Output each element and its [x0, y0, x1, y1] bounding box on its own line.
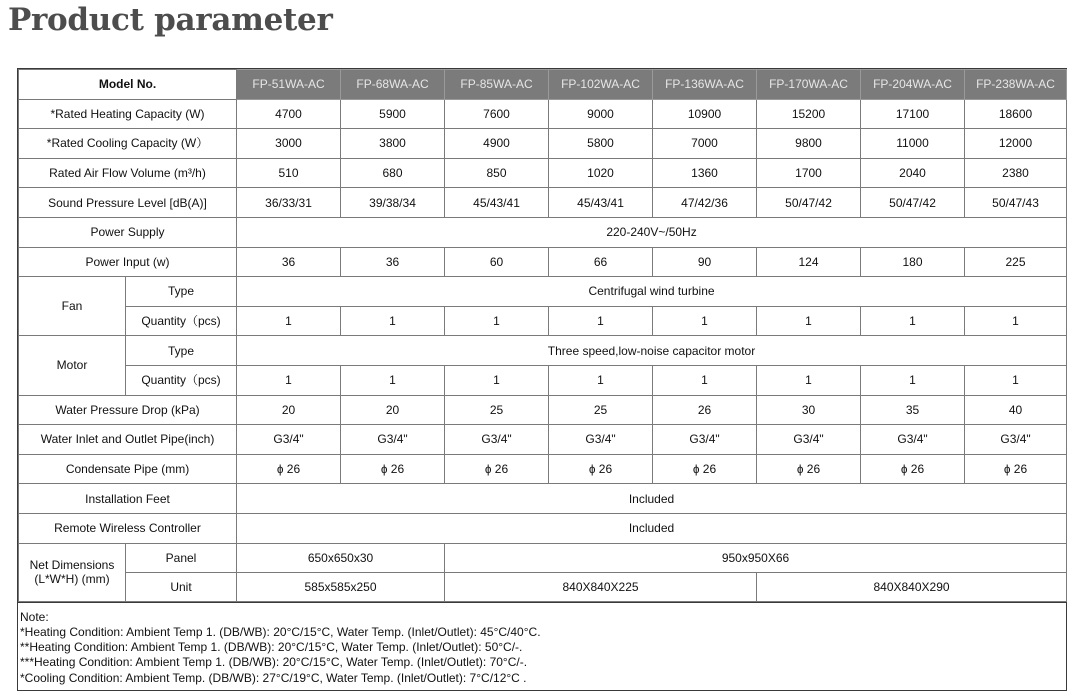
value-cell: G3/4" [445, 425, 549, 455]
sub-label: Type [126, 336, 237, 366]
row-label: Sound Pressure Level [dB(A)] [19, 188, 237, 218]
value-cell: 1 [965, 306, 1067, 336]
merged-value-cell: 220-240V~/50Hz [237, 217, 1067, 247]
value-cell: 1 [653, 365, 757, 395]
value-cell: 1 [445, 306, 549, 336]
spec-table-frame [17, 68, 1067, 691]
value-cell: 850 [445, 158, 549, 188]
value-cell: 124 [757, 247, 861, 277]
row-label: Power Input (w) [19, 247, 237, 277]
merged-value-cell: 650x650x30 [237, 543, 445, 572]
value-cell: 60 [445, 247, 549, 277]
row-label: Condensate Pipe (mm) [19, 454, 237, 484]
value-cell: 30 [757, 395, 861, 425]
value-cell: 35 [861, 395, 965, 425]
sub-label: Panel [126, 543, 237, 572]
value-cell: ɸ 26 [341, 454, 445, 484]
table-row [19, 336, 1067, 366]
model-cell: FP-68WA-AC [341, 70, 445, 100]
model-cell: FP-204WA-AC [861, 70, 965, 100]
value-cell: 50/47/43 [965, 188, 1067, 218]
value-cell: 7600 [445, 99, 549, 129]
value-cell: 1 [237, 365, 341, 395]
value-cell: 39/38/34 [341, 188, 445, 218]
page-title: Product parameter [8, 2, 333, 38]
row-label: Water Pressure Drop (kPa) [19, 395, 237, 425]
group-label-fan: Fan [19, 277, 126, 336]
value-cell: ɸ 26 [861, 454, 965, 484]
group-label-dimensions [19, 543, 126, 601]
value-cell: 2040 [861, 158, 965, 188]
table-row [19, 99, 1067, 129]
value-cell: ɸ 26 [237, 454, 341, 484]
merged-value-cell: Three speed,low-noise capacitor motor [237, 336, 1067, 366]
table-row [19, 484, 1067, 514]
row-label: Remote Wireless Controller [19, 513, 237, 543]
value-cell: G3/4" [757, 425, 861, 455]
value-cell: 45/43/41 [549, 188, 653, 218]
model-cell: FP-238WA-AC [965, 70, 1067, 100]
dimensions-label-line2: (L*W*H) (mm) [34, 572, 110, 587]
value-cell: 90 [653, 247, 757, 277]
model-cell: FP-170WA-AC [757, 70, 861, 100]
value-cell: 5800 [549, 129, 653, 159]
value-cell: 680 [341, 158, 445, 188]
merged-value-cell: Included [237, 484, 1067, 514]
value-cell: 20 [341, 395, 445, 425]
value-cell: G3/4" [861, 425, 965, 455]
note-line: **Heating Condition: Ambient Temp 1. (DB/WB): 20°C/15°C, Water Temp. (Inlet/Outlet): 50°C/-. [20, 640, 523, 655]
value-cell: 1 [445, 365, 549, 395]
value-cell: 1 [341, 365, 445, 395]
table-row [19, 513, 1067, 543]
group-label-motor: Motor [19, 336, 126, 395]
table-header-row [19, 70, 1067, 100]
row-label: Water Inlet and Outlet Pipe(inch) [19, 425, 237, 455]
value-cell: 25 [445, 395, 549, 425]
value-cell: 2380 [965, 158, 1067, 188]
model-cell: FP-136WA-AC [653, 70, 757, 100]
row-label: Installation Feet [19, 484, 237, 514]
model-label: Model No. [19, 70, 237, 100]
value-cell: 9800 [757, 129, 861, 159]
note-line: ***Heating Condition: Ambient Temp 1. (DB/WB): 20°C/15°C, Water Temp. (Inlet/Outlet): 70°C/-. [20, 655, 528, 670]
value-cell: 1 [757, 306, 861, 336]
value-cell: 36 [341, 247, 445, 277]
note-line: *Cooling Condition: Ambient Temp. (DB/WB): 27°C/19°C, Water Temp. (Inlet/Outlet): 7°C/12°C . [20, 670, 527, 685]
table-row [19, 454, 1067, 484]
value-cell: 50/47/42 [861, 188, 965, 218]
sub-label: Quantity（pcs) [126, 306, 237, 336]
value-cell: 1 [757, 365, 861, 395]
merged-value-cell: Centrifugal wind turbine [237, 277, 1067, 307]
value-cell: G3/4" [237, 425, 341, 455]
value-cell: 36/33/31 [237, 188, 341, 218]
value-cell: 1 [965, 365, 1067, 395]
value-cell: G3/4" [965, 425, 1067, 455]
table-row [19, 217, 1067, 247]
value-cell: 10900 [653, 99, 757, 129]
merged-value-cell: 585x585x250 [237, 572, 445, 601]
model-cell: FP-102WA-AC [549, 70, 653, 100]
value-cell: 1 [653, 306, 757, 336]
table-row [19, 365, 1067, 395]
value-cell: 1360 [653, 158, 757, 188]
table-row [19, 129, 1067, 159]
value-cell: 5900 [341, 99, 445, 129]
value-cell: 18600 [965, 99, 1067, 129]
sub-label: Type [126, 277, 237, 307]
value-cell: ɸ 26 [549, 454, 653, 484]
value-cell: G3/4" [341, 425, 445, 455]
value-cell: 15200 [757, 99, 861, 129]
value-cell: 66 [549, 247, 653, 277]
value-cell: 1 [861, 306, 965, 336]
value-cell: 1 [237, 306, 341, 336]
value-cell: 510 [237, 158, 341, 188]
value-cell: ɸ 26 [965, 454, 1067, 484]
value-cell: 3000 [237, 129, 341, 159]
table-row [19, 425, 1067, 455]
row-label: *Rated Heating Capacity (W) [19, 99, 237, 129]
merged-value-cell: 840X840X290 [757, 572, 1067, 601]
value-cell: 1 [861, 365, 965, 395]
value-cell: 47/42/36 [653, 188, 757, 218]
value-cell: 20 [237, 395, 341, 425]
value-cell: 17100 [861, 99, 965, 129]
spec-table [18, 69, 1067, 602]
value-cell: 180 [861, 247, 965, 277]
note-heading: Note: [20, 609, 49, 624]
value-cell: 7000 [653, 129, 757, 159]
value-cell: 11000 [861, 129, 965, 159]
row-label: Rated Air Flow Volume (m³/h) [19, 158, 237, 188]
value-cell: G3/4" [653, 425, 757, 455]
row-label: *Rated Cooling Capacity (W） [19, 129, 237, 159]
model-cell: FP-85WA-AC [445, 70, 549, 100]
table-row [19, 188, 1067, 218]
value-cell: 50/47/42 [757, 188, 861, 218]
table-row [19, 247, 1067, 277]
table-row [19, 543, 1067, 572]
sub-label: Unit [126, 572, 237, 601]
value-cell: 40 [965, 395, 1067, 425]
value-cell: 3800 [341, 129, 445, 159]
value-cell: 225 [965, 247, 1067, 277]
dimensions-label-line1: Net Dimensions [29, 558, 115, 573]
value-cell: 9000 [549, 99, 653, 129]
value-cell: 36 [237, 247, 341, 277]
note-line: *Heating Condition: Ambient Temp 1. (DB/WB): 20°C/15°C, Water Temp. (Inlet/Outlet): 45°C/40°C. [20, 625, 541, 640]
value-cell: 26 [653, 395, 757, 425]
notes-section [18, 602, 1066, 690]
value-cell: ɸ 26 [653, 454, 757, 484]
value-cell: 45/43/41 [445, 188, 549, 218]
value-cell: 1700 [757, 158, 861, 188]
value-cell: 25 [549, 395, 653, 425]
merged-value-cell: 840X840X225 [445, 572, 757, 601]
merged-value-cell: Included [237, 513, 1067, 543]
model-cell: FP-51WA-AC [237, 70, 341, 100]
merged-value-cell: 950x950X66 [445, 543, 1067, 572]
sub-label: Quantity（pcs) [126, 365, 237, 395]
value-cell: ɸ 26 [757, 454, 861, 484]
table-row [19, 395, 1067, 425]
value-cell: 1 [341, 306, 445, 336]
value-cell: G3/4" [549, 425, 653, 455]
value-cell: 4700 [237, 99, 341, 129]
table-row [19, 158, 1067, 188]
table-row [19, 306, 1067, 336]
table-row [19, 572, 1067, 601]
value-cell: 1020 [549, 158, 653, 188]
value-cell: 12000 [965, 129, 1067, 159]
value-cell: 1 [549, 306, 653, 336]
value-cell: 1 [549, 365, 653, 395]
value-cell: ɸ 26 [445, 454, 549, 484]
row-label: Power Supply [19, 217, 237, 247]
table-row [19, 277, 1067, 307]
value-cell: 4900 [445, 129, 549, 159]
